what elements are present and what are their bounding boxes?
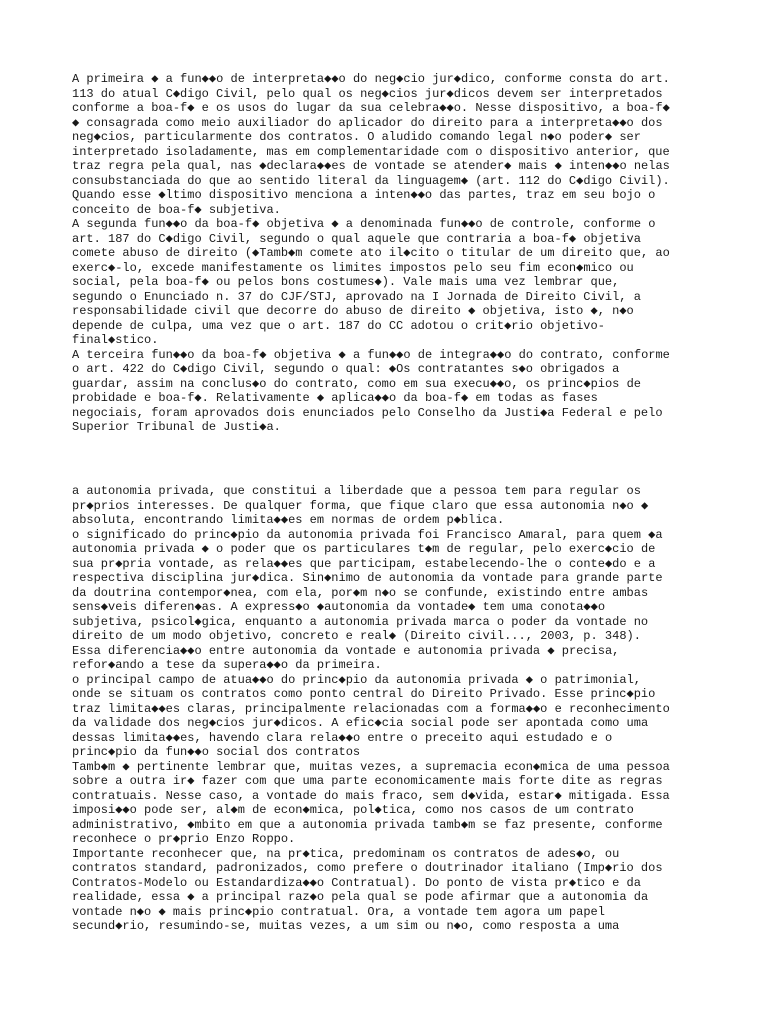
text-line: negociais, foram aprovados dois enunciados pelo Conselho da Justi◆a Federal e pelo [72,405,663,420]
text-line: secund◆rio, resumindo-se, muitas vezes, a um sim ou n◆o, como resposta a uma [72,919,620,933]
text-line: princ◆pio da fun◆◆o social dos contratos [72,745,361,759]
text-line: traz limita◆◆es claras, principalmente relacionadas com a forma◆◆o e reconhecimento [72,701,670,716]
text-line: interpretado isoladamente, mas em complementaridade com o dispositivo anterior, que [72,144,670,159]
text-line: sua pr◆pria vontade, as rela◆◆es que participam, estabelecendo-lhe o conte◆do e a [72,556,656,571]
text-line: segundo o Enunciado n. 37 do CJF/STJ, aprovado na I Jornada de Direito Civil, a [72,289,641,304]
text-line: da doutrina contempor◆nea, com ela, por◆m n◆o se confunde, existindo entre ambas [72,585,649,600]
text-line: probidade e boa-f◆. Relativamente ◆ aplica◆◆o da boa-f◆ em todas as fases [72,391,598,405]
text-line: subjetiva, psicol◆gica, enquanto a autonomia privada marca o poder da vontade no [72,614,649,629]
text-line: autonomia privada ◆ o poder que os particulares t◆m de regular, pelo exerc◆cio de [72,542,656,556]
text-line: o art. 422 do C◆digo Civil, segundo o qual: ◆Os contratantes s◆o obrigados a [72,362,620,376]
text-line: administrativo, ◆mbito em que a autonomia privada tamb◆m se faz presente, conforme [72,817,663,832]
text-line: art. 187 do C◆digo Civil, segundo o qual aquele que contraria a boa-f◆ objetiva [72,231,641,246]
text-line: pr◆prios interesses. De qualquer forma, que fique claro que essa autonomia n◆o ◆ [72,498,649,513]
text-line: A segunda fun◆◆o da boa-f◆ objetiva ◆ a denominada fun◆◆o de controle, conforme o [72,217,656,231]
text-line: Tamb◆m ◆ pertinente lembrar que, muitas vezes, a supremacia econ◆mica de uma pessoa [72,759,670,774]
text-line: Essa diferencia◆◆o entre autonomia da vontade e autonomia privada ◆ precisa, [72,643,620,658]
text-line: A terceira fun◆◆o da boa-f◆ objetiva ◆ a fun◆◆o de integra◆◆o do contrato, conforme [72,347,670,362]
text-line: Quando esse ◆ltimo dispositivo menciona a inten◆◆o das partes, traz em seu bojo o [72,188,656,202]
text-line: traz regra pela qual, nas ◆declara◆◆es de vontade se atender◆ mais ◆ inten◆◆o nelas [72,159,670,173]
text-line: sens◆veis diferen◆as. A express◆o ◆autonomia da vontade◆ tem uma conota◆◆o [72,600,606,614]
text-line: reconhece o pr◆prio Enzo Roppo. [72,832,296,846]
text-line: final◆stico. [72,333,159,347]
text-line: neg◆cios, particularmente dos contratos. O aludido comando legal n◆o poder◆ ser [72,130,641,144]
text-block-bottom [72,484,712,934]
text-line: depende de culpa, uma vez que o art. 187 do CC adotou o crit◆rio objetivo- [72,318,605,333]
text-line: da validade dos neg◆cios jur◆dicos. A efic◆cia social pode ser apontada como uma [72,716,649,730]
text-line: a autonomia privada, que constitui a liberdade que a pessoa tem para regular os [72,484,641,498]
text-line: Superior Tribunal de Justi◆a. [72,420,281,434]
text-line: refor◆ando a tese da supera◆◆o da primeira. [72,658,382,672]
text-line: Importante reconhecer que, na pr◆tica, predominam os contratos de ades◆o, ou [72,846,620,861]
text-line: respectiva disciplina jur◆dica. Sin◆nimo de autonomia da vontade para grande parte [72,571,663,585]
text-line: Contratos-Modelo ou Estandardiza◆◆o Contratual). Do ponto de vista pr◆tico e da [72,875,641,890]
text-line: imposi◆◆o pode ser, al◆m de econ◆mica, pol◆tica, como nos casos de um contrato [72,803,634,817]
text-line: social, pela boa-f◆ ou pelos bons costumes◆). Vale mais uma vez lembrar que, [72,275,620,289]
text-line: o principal campo de atua◆◆o do princ◆pio da autonomia privada ◆ o patrimonial, [72,672,641,687]
text-line: onde se situam os contratos como ponto central do Direito Privado. Esse princ◆pio [72,687,656,701]
text-line: o significado do princ◆pio da autonomia privada foi Francisco Amaral, para quem ◆a [72,527,663,542]
text-block-top [72,72,712,435]
text-line: exerc◆-lo, excede manifestamente os limites impostos pelo seu fim econ◆mico ou [72,260,634,275]
text-line: comete abuso de direito (◆Tamb◆m comete ato il◆cito o titular de um direito que, ao [72,246,670,260]
text-line: ◆ consagrada como meio auxiliador do aplicador do direito para a interpreta◆◆o dos [72,115,663,130]
text-line: conceito de boa-f◆ subjetiva. [72,202,281,217]
text-line: guardar, assim na conclus◆o do contrato, como em sua execu◆◆o, os princ◆pios de [72,376,641,391]
text-line: vontade n◆o ◆ mais princ◆pio contratual. Ora, a vontade tem agora um papel [72,904,605,919]
text-line: sobre a outra ir◆ fazer com que uma parte economicamente mais forte dite as regras [72,774,663,788]
text-line: direito de um modo objetivo, concreto e real◆ (Direito civil..., 2003, p. 348). [72,629,641,643]
text-line: realidade, essa ◆ a principal raz◆o pela qual se pode afirmar que a autonomia da [72,890,649,904]
text-line: consubstanciada do que ao sentido literal da linguagem◆ (art. 112 do C◆digo Civil). [72,173,670,188]
text-line: absoluta, encontrando limita◆◆es em normas de ordem p◆blica. [72,513,505,527]
text-line: conforme a boa-f◆ e os usos do lugar da sua celebra◆◆o. Nesse dispositivo, a boa-f◆ [72,101,670,115]
text-line: contratuais. Nesse caso, a vontade do mais fraco, sem d◆vida, estar◆ mitigada. Essa [72,788,670,803]
text-line: 113 do atual C◆digo Civil, pelo qual os neg◆cios jur◆dicos devem ser interpretados [72,86,663,101]
text-line: dessas limita◆◆es, havendo clara rela◆◆o entre o preceito aqui estudado e o [72,730,613,745]
text-line: A primeira ◆ a fun◆◆o de interpreta◆◆o do neg◆cio jur◆dico, conforme consta do art. [72,72,670,86]
text-line: responsabilidade civil que decorre do abuso de direito ◆ objetiva, isto ◆, n◆o [72,304,634,318]
text-line: contratos standard, padronizados, como prefere o doutrinador italiano (Imp◆rio dos [72,861,663,875]
